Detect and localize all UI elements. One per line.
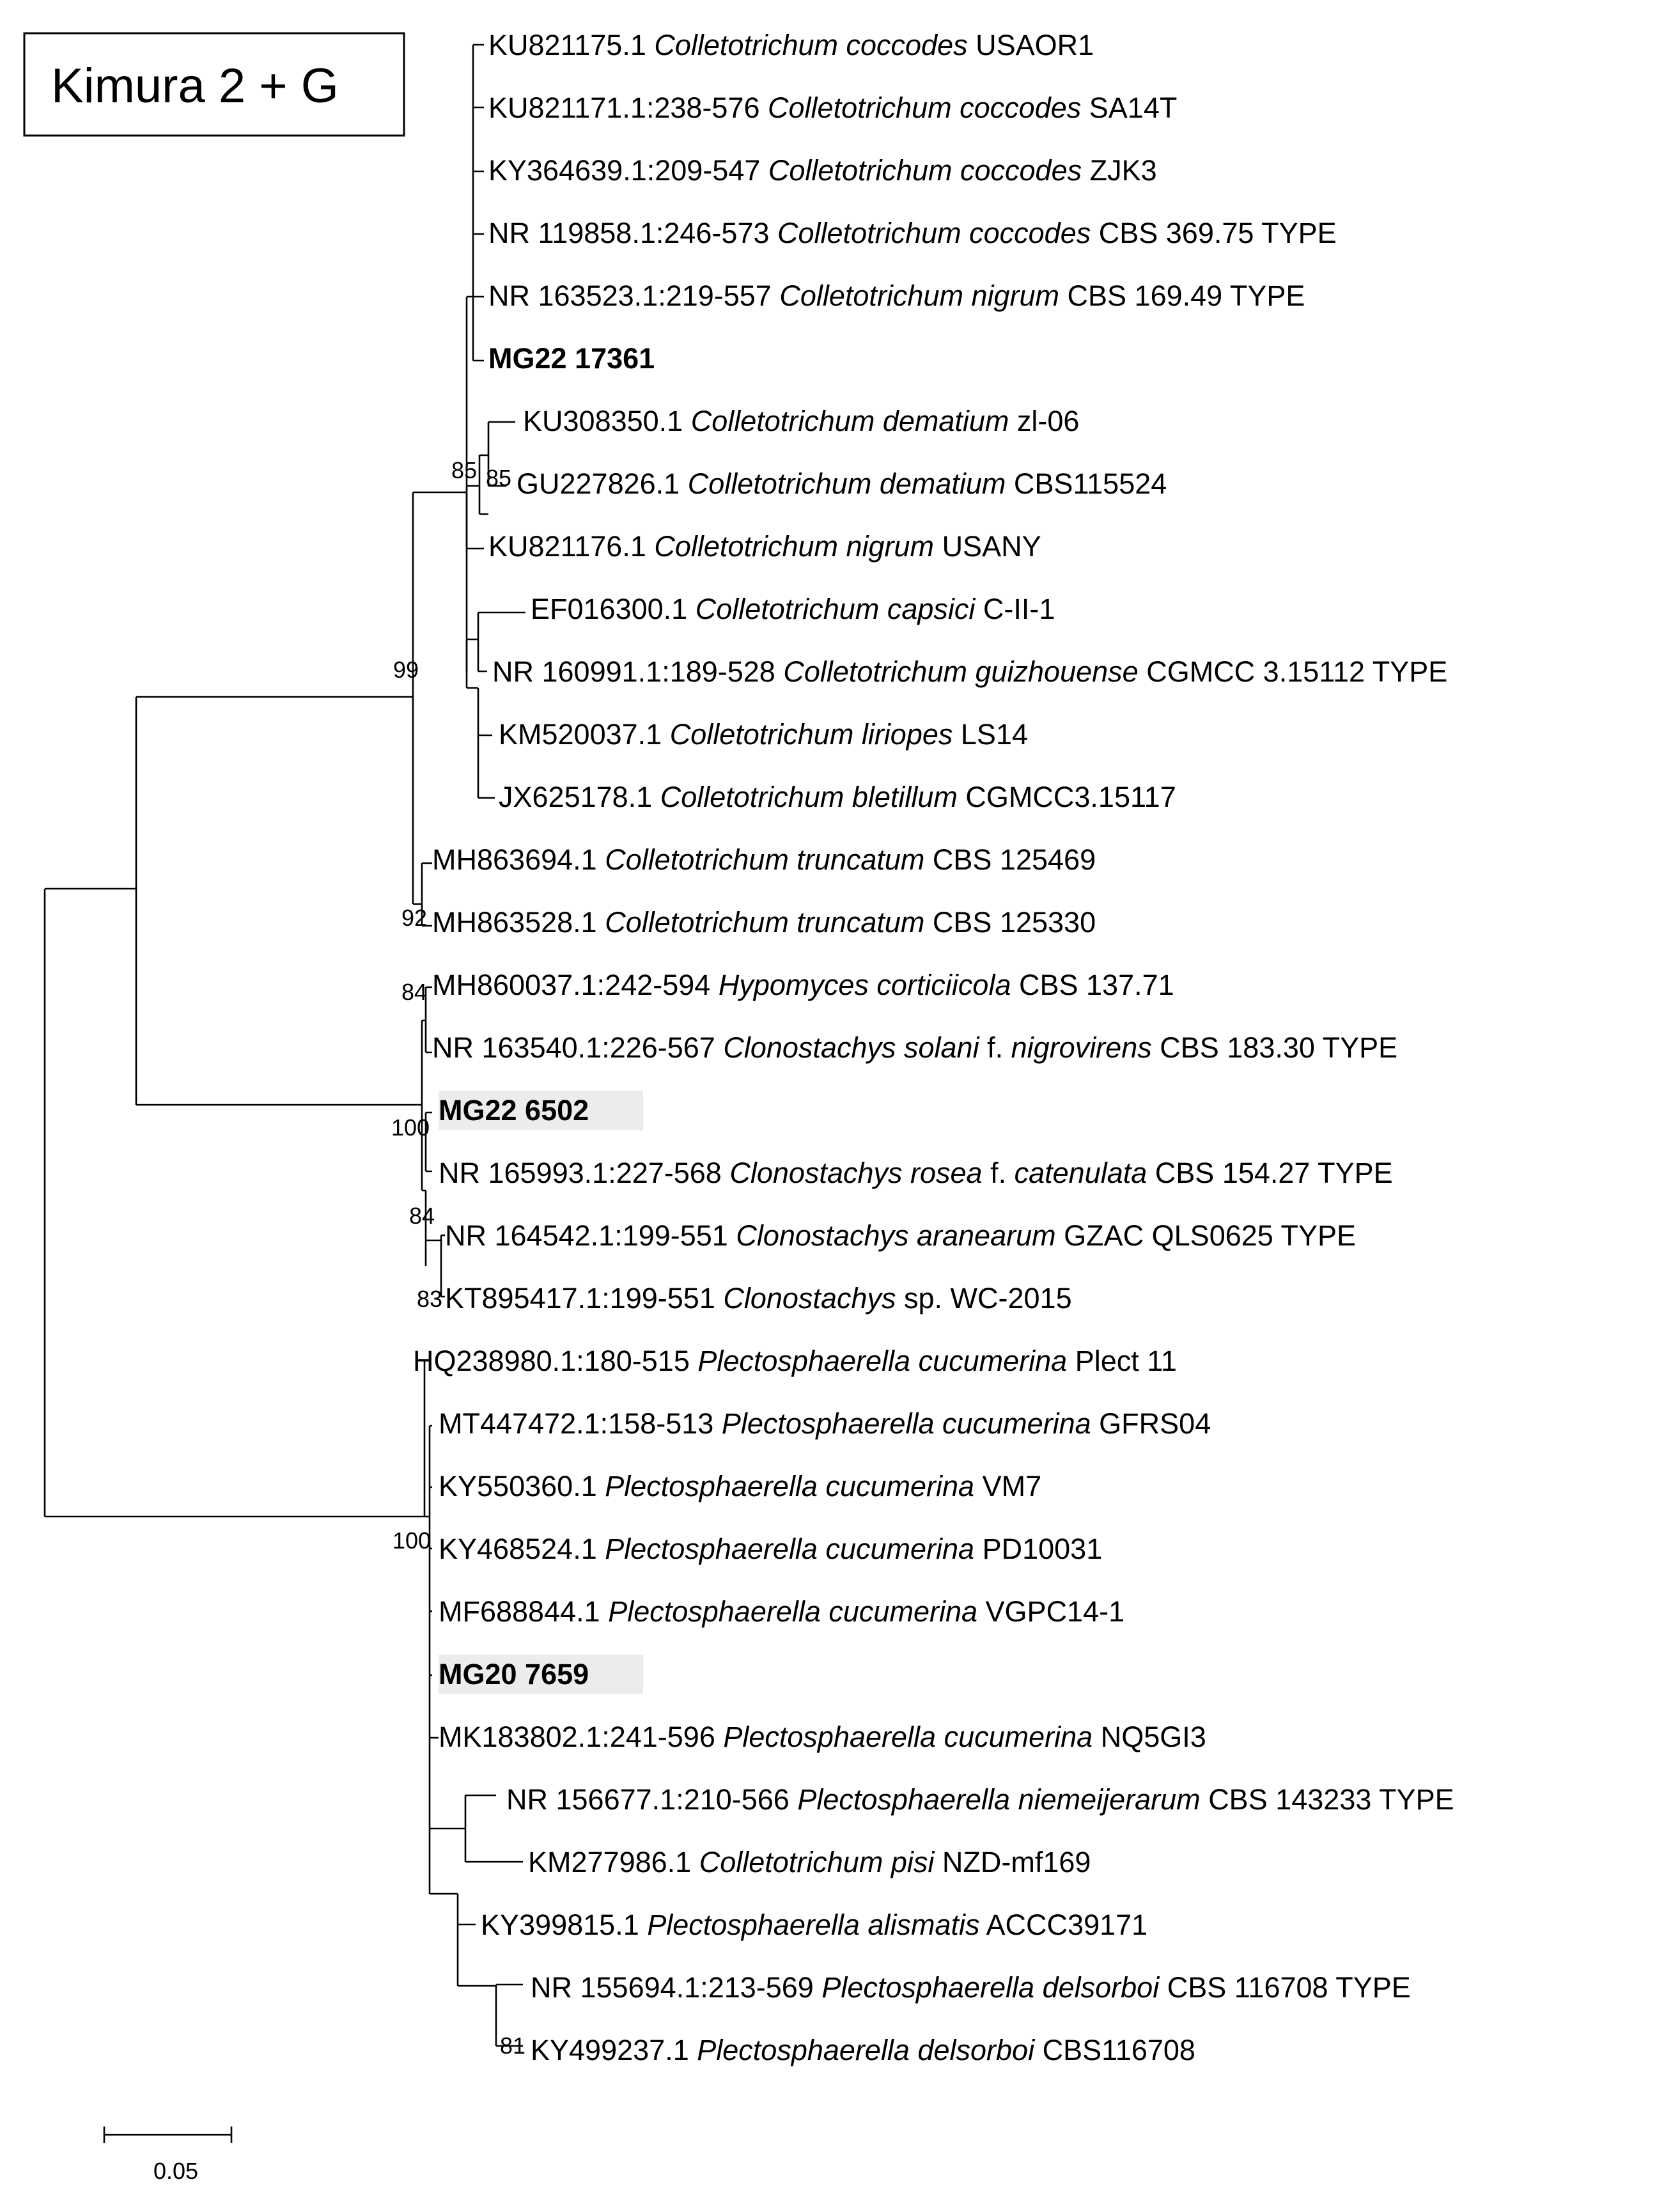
accession-number: KY499237.1 xyxy=(531,2034,689,2066)
accession-number: HQ238980.1:180-515 xyxy=(413,1345,690,1377)
strain-label: NZD-mf169 xyxy=(942,1846,1091,1878)
accession-number: MF688844.1 xyxy=(439,1595,600,1628)
leaf-label xyxy=(506,1783,1454,1816)
species-name: Colletotrichum coccodes xyxy=(768,154,1082,187)
strain-label: CGMCC3.15117 xyxy=(965,781,1176,813)
accession-number: KY364639.1:209-547 xyxy=(488,154,761,187)
strain-label: CBS 369.75 TYPE xyxy=(1098,217,1337,249)
coccodes-polytomy xyxy=(473,45,484,361)
species-name: Colletotrichum dematium xyxy=(687,467,1006,500)
accession-number: MH860037.1:242-594 xyxy=(432,969,711,1001)
species-name: Colletotrichum guizhouense xyxy=(783,655,1139,688)
leaf-label xyxy=(499,718,1028,751)
leaf-label xyxy=(413,1345,1177,1377)
accession-number: MG20 7659 xyxy=(439,1658,589,1690)
species-name: Colletotrichum liriopes xyxy=(669,718,953,751)
accession-number: NR 155694.1:213-569 xyxy=(531,1971,814,2004)
bootstrap-value: 85 xyxy=(451,457,478,483)
accession-number: KU821175.1 xyxy=(488,29,646,61)
bootstrap-value: 99 xyxy=(393,657,419,683)
forma-marker: f. xyxy=(990,1157,1007,1189)
species-name: Plectosphaerella cucumerina xyxy=(608,1595,978,1628)
leaf-label xyxy=(528,1846,1091,1878)
leaf-label xyxy=(432,843,1096,876)
bootstrap-value: 100 xyxy=(391,1114,430,1141)
strain-label: CBS 143233 TYPE xyxy=(1208,1783,1454,1816)
strain-label: CBS 125469 xyxy=(932,843,1096,876)
accession-number: KM277986.1 xyxy=(528,1846,692,1878)
strain-label: CBS 137.71 xyxy=(1018,969,1174,1001)
accession-number: MT447472.1:158-513 xyxy=(439,1407,714,1440)
accession-number: KM520037.1 xyxy=(499,718,662,751)
strain-label: CBS115524 xyxy=(1013,467,1167,500)
strain-label: PD10031 xyxy=(982,1533,1103,1565)
species-name: Hypomyces corticiicola xyxy=(718,969,1011,1001)
species-name: Colletotrichum coccodes xyxy=(654,29,968,61)
leaf-label xyxy=(439,1533,1102,1565)
bootstrap-value: 85 xyxy=(486,465,512,491)
leaf-label xyxy=(488,530,1041,563)
accession-number: NR 160991.1:189-528 xyxy=(492,655,775,688)
accession-number: MH863694.1 xyxy=(432,843,597,876)
strain-label: GFRS04 xyxy=(1099,1407,1211,1440)
leaf-label xyxy=(439,1595,1124,1628)
leaf-label xyxy=(499,781,1176,813)
leaf-label xyxy=(531,1971,1411,2004)
leaf-label xyxy=(488,29,1094,61)
accession-number: KU308350.1 xyxy=(523,405,683,437)
species-name: Colletotrichum dematium xyxy=(690,405,1009,437)
accession-number: NR 156677.1:210-566 xyxy=(506,1783,789,1816)
bootstrap-value: 81 xyxy=(500,2033,526,2059)
species-name: Plectosphaerella cucumerina xyxy=(605,1470,975,1502)
leaf-label xyxy=(439,1407,1211,1440)
leaf-label xyxy=(439,1721,1206,1753)
accession-number: NR 164542.1:199-551 xyxy=(445,1219,728,1252)
model-label: Kimura 2 + G xyxy=(51,59,339,113)
leaf-label xyxy=(439,1470,1041,1502)
species-name: Plectosphaerella cucumerina xyxy=(723,1721,1093,1753)
species-name: Plectosphaerella delsorboi xyxy=(821,1971,1160,2004)
leaf-label xyxy=(488,91,1177,124)
accession-number: KU821176.1 xyxy=(488,530,646,563)
leaf-label xyxy=(488,279,1305,312)
upper-clade-branch xyxy=(136,697,422,1105)
bootstrap-value: 92 xyxy=(401,905,428,931)
species-name: Colletotrichum nigrum xyxy=(779,279,1060,312)
leaf-label xyxy=(432,906,1096,939)
species-name: Colletotrichum coccodes xyxy=(768,91,1082,124)
strain-label: CGMCC 3.15112 TYPE xyxy=(1146,655,1448,688)
accession-number: KY399815.1 xyxy=(481,1908,639,1941)
liriopes-bletillum-branch xyxy=(467,688,495,798)
bootstrap-value: 83 xyxy=(417,1286,443,1312)
species-name: Clonostachys solani xyxy=(723,1031,979,1064)
root-branch xyxy=(45,889,424,1517)
strain-label: VM7 xyxy=(982,1470,1042,1502)
accession-number: MK183802.1:241-596 xyxy=(439,1721,715,1753)
leaf-label xyxy=(488,154,1157,187)
species-name: Clonostachys aranearum xyxy=(736,1219,1056,1252)
accession-number: GU227826.1 xyxy=(517,467,680,500)
accession-number: MH863528.1 xyxy=(432,906,597,939)
cucumerina-polytomy xyxy=(430,1426,439,1894)
species-name: Plectosphaerella cucumerina xyxy=(721,1407,1091,1440)
leaf-label xyxy=(488,217,1337,249)
species-name: Colletotrichum truncatum xyxy=(605,906,925,939)
strain-label: ACCC39171 xyxy=(986,1908,1148,1941)
strain-label: Plect 11 xyxy=(1075,1345,1177,1377)
accession-number: NR 165993.1:227-568 xyxy=(439,1157,722,1189)
scale-bar xyxy=(104,2127,231,2184)
bootstrap-value: 100 xyxy=(393,1527,432,1554)
leaf-label xyxy=(481,1908,1147,1941)
leaf-label xyxy=(531,2034,1195,2066)
accession-number: KU821171.1:238-576 xyxy=(488,91,760,124)
strain-label: CBS 154.27 TYPE xyxy=(1155,1157,1393,1189)
forma-name: catenulata xyxy=(1014,1157,1147,1189)
strain-label: CBS116708 xyxy=(1042,2034,1195,2066)
bootstrap-value: 84 xyxy=(401,979,428,1005)
accession-number: KY550360.1 xyxy=(439,1470,597,1502)
leaf-label xyxy=(432,969,1174,1001)
coccodes-group-branch xyxy=(467,297,473,688)
accession-number: KT895417.1:199-551 xyxy=(445,1282,715,1315)
strain-label: CBS 169.49 TYPE xyxy=(1067,279,1305,312)
species-name: Colletotrichum truncatum xyxy=(605,843,925,876)
species-name: Colletotrichum pisi xyxy=(699,1846,935,1878)
accession-number: MG22 17361 xyxy=(488,342,655,375)
strain-label: CBS 116708 TYPE xyxy=(1167,1971,1411,2004)
accession-number: NR 119858.1:246-573 xyxy=(488,217,770,249)
accession-number: NR 163523.1:219-557 xyxy=(488,279,772,312)
species-name: Colletotrichum capsici xyxy=(695,593,976,625)
species-name: Colletotrichum nigrum xyxy=(654,530,935,563)
strain-label: CBS 125330 xyxy=(932,906,1096,939)
scale-bar-line xyxy=(104,2127,231,2143)
leaf-labels xyxy=(413,29,1454,2066)
leaf-label xyxy=(432,1031,1397,1064)
accession-number: NR 163540.1:226-567 xyxy=(432,1031,715,1064)
strain-label: sp. WC-2015 xyxy=(904,1282,1072,1315)
accession-number: EF016300.1 xyxy=(531,593,688,625)
leaf-label xyxy=(523,405,1079,437)
leaf-label xyxy=(531,593,1055,625)
strain-label: USAOR1 xyxy=(976,29,1094,61)
strain-label: ZJK3 xyxy=(1089,154,1157,187)
strain-label: C-II-1 xyxy=(983,593,1055,625)
accession-number: MG22 6502 xyxy=(439,1094,589,1127)
leaf-label xyxy=(439,1094,589,1127)
leaf-label xyxy=(517,467,1167,500)
strain-label: CBS 183.30 TYPE xyxy=(1160,1031,1398,1064)
strain-label: NQ5GI3 xyxy=(1100,1721,1206,1753)
species-name: Colletotrichum bletillum xyxy=(660,781,958,813)
forma-marker: f. xyxy=(987,1031,1004,1064)
leaf-label xyxy=(445,1219,1356,1252)
leaf-label xyxy=(492,655,1447,688)
leaf-label xyxy=(439,1157,1393,1189)
species-name: Plectosphaerella cucumerina xyxy=(605,1533,975,1565)
bootstrap-value: 84 xyxy=(409,1203,435,1229)
species-name: Clonostachys rosea xyxy=(729,1157,983,1189)
strain-label: LS14 xyxy=(960,718,1029,751)
scale-bar-label: 0.05 xyxy=(153,2158,199,2184)
leaf-label xyxy=(488,342,655,375)
species-name: Plectosphaerella niemeijerarum xyxy=(797,1783,1201,1816)
colletotrichum-clade-branch xyxy=(413,492,467,904)
accession-number: JX625178.1 xyxy=(499,781,653,813)
strain-label: SA14T xyxy=(1089,91,1178,124)
strain-label: zl-06 xyxy=(1016,405,1080,437)
leaf-label xyxy=(439,1658,589,1690)
strain-label: VGPC14-1 xyxy=(985,1595,1125,1628)
species-name: Plectosphaerella alismatis xyxy=(647,1908,980,1941)
strain-label: GZAC QLS0625 TYPE xyxy=(1064,1219,1357,1252)
leaf-label xyxy=(445,1282,1072,1315)
species-name: Plectosphaerella delsorboi xyxy=(697,2034,1035,2066)
forma-name: nigrovirens xyxy=(1011,1031,1152,1064)
strain-label: USANY xyxy=(942,530,1041,563)
dematium-group-branch xyxy=(467,486,484,549)
species-name: Clonostachys xyxy=(723,1282,896,1315)
species-name: Plectosphaerella cucumerina xyxy=(697,1345,1068,1377)
accession-number: KY468524.1 xyxy=(439,1533,597,1565)
species-name: Colletotrichum coccodes xyxy=(777,217,1091,249)
